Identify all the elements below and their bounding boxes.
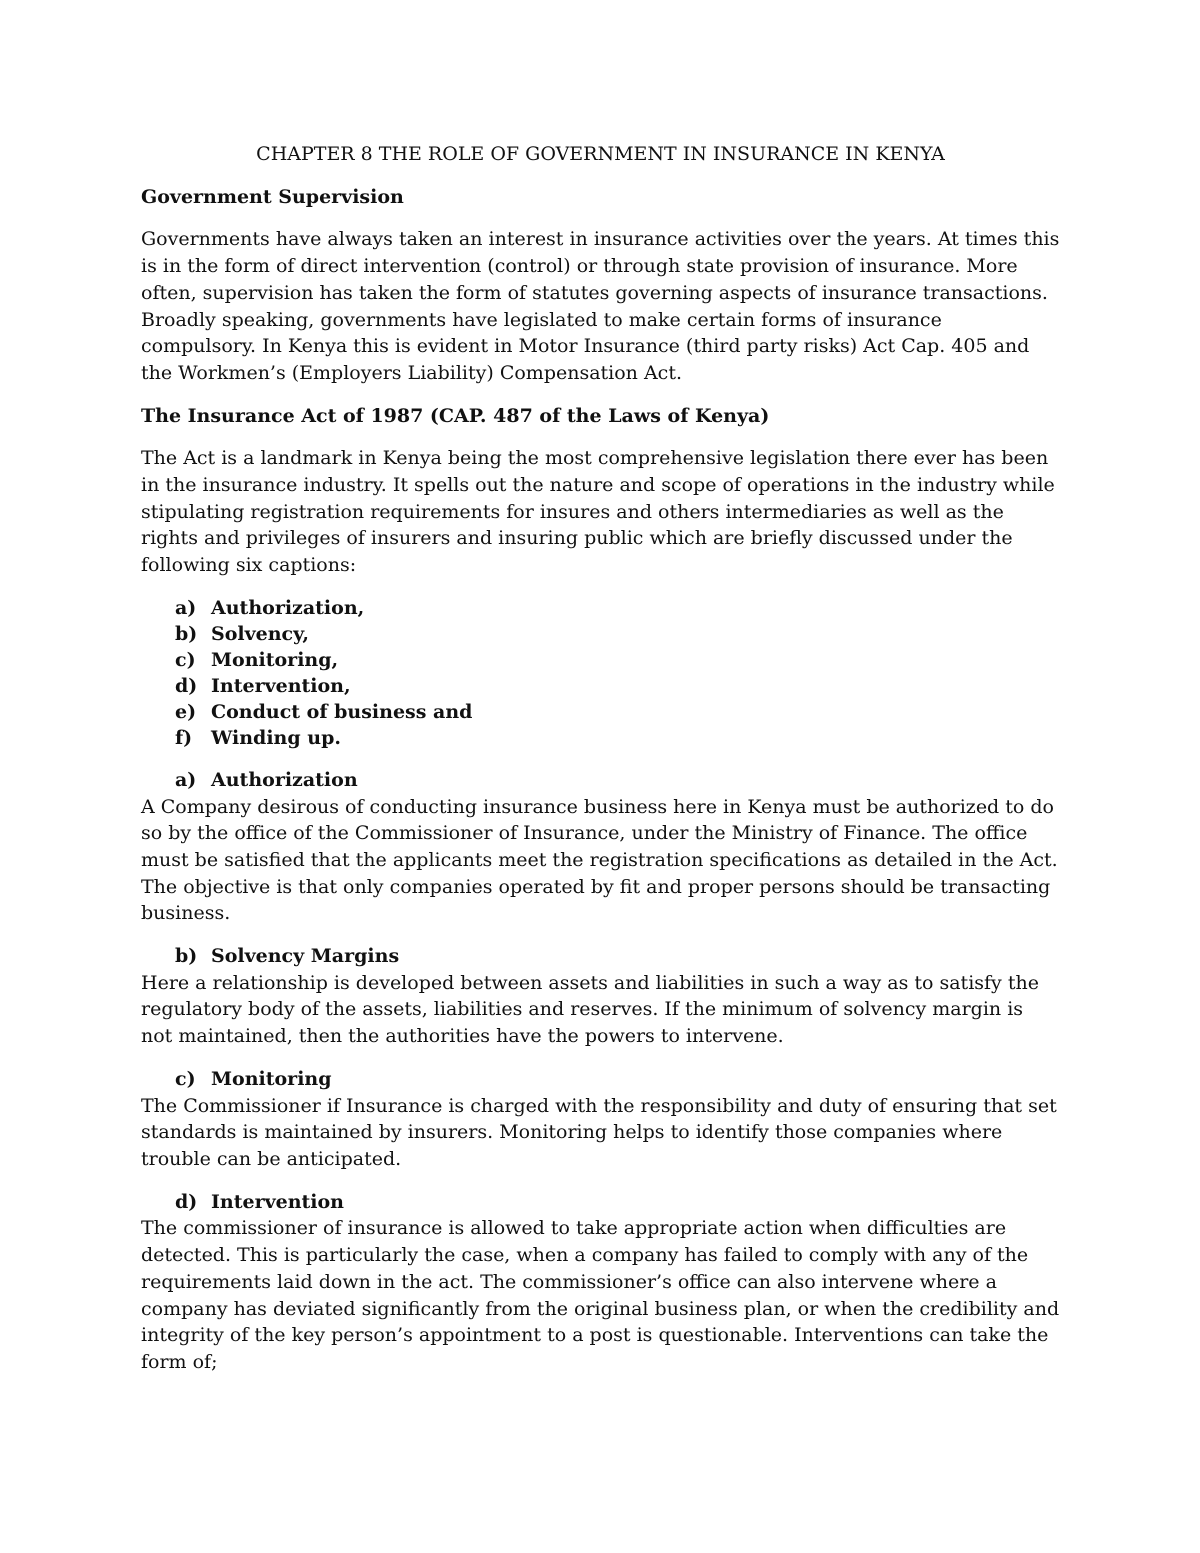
list-item-label: Winding up. bbox=[211, 726, 341, 749]
list-item-label: Monitoring, bbox=[211, 648, 339, 671]
section-heading-insurance-act: The Insurance Act of 1987 (CAP. 487 of the Laws of Kenya) bbox=[141, 404, 770, 427]
list-item bbox=[141, 725, 1060, 751]
subsection-heading-intervention bbox=[141, 1189, 1060, 1216]
subsection-marker: d) bbox=[175, 1190, 198, 1213]
captions-list bbox=[141, 595, 1060, 751]
list-item-label: Authorization, bbox=[211, 596, 365, 619]
list-item bbox=[141, 621, 1060, 647]
paragraph-intervention: The commissioner of insurance is allowed to take appropriate action when difficulties are detected. This is particularly the case, when a company has failed to comply with any of the requirements laid down in the act. The commissioner’s office can also intervene where a company has deviated significantly from the original business plan, or when the credibility and integrity of the key person’s appointment to a post is questionable. Interventions can take the form of; bbox=[141, 1217, 1060, 1373]
list-marker: b) bbox=[175, 622, 198, 645]
subsection-title: Solvency Margins bbox=[211, 945, 400, 968]
list-item bbox=[141, 699, 1060, 725]
list-item-label: Intervention, bbox=[211, 674, 351, 697]
paragraph-supervision: Governments have always taken an interest in insurance activities over the years. At times this is in the form of direct intervention (control) or through state provision of insurance. More often, supervision has taken the form of statutes governing aspects of insurance transactions. Broadly speaking, governments have legislated to make certain forms of insurance compulsory. In Kenya this is evident in Motor Insurance (third party risks) Act Cap. 405 and the Workmen’s (Employers Liability) Compensation Act. bbox=[141, 228, 1060, 384]
list-item bbox=[141, 647, 1060, 673]
list-item-label: Solvency, bbox=[211, 622, 309, 645]
list-item bbox=[141, 595, 1060, 621]
subsection-heading-solvency bbox=[141, 943, 1060, 970]
subsection-marker: b) bbox=[175, 945, 198, 968]
subsection-heading-monitoring bbox=[141, 1066, 1060, 1093]
subsection-title: Monitoring bbox=[211, 1067, 332, 1090]
subsection-marker: a) bbox=[175, 768, 197, 791]
subsection-heading-authorization bbox=[141, 767, 1060, 794]
paragraph-solvency: Here a relationship is developed between assets and liabilities in such a way as to satisfy the regulatory body of the assets, liabilities and reserves. If the minimum of solvency margin is not maintained, then the authorities have the powers to intervene. bbox=[141, 971, 1039, 1048]
list-item-label: Conduct of business and bbox=[211, 700, 473, 723]
list-marker: c) bbox=[175, 648, 196, 671]
paragraph-insurance-act: The Act is a landmark in Kenya being the most comprehensive legislation there ever has been in the insurance industry. It spells out the nature and scope of operations in the industry while stipulating registration requirements for insures and others intermediaries as well as the rights and privileges of insurers and insuring public which are briefly discussed under the following six captions: bbox=[141, 447, 1055, 577]
list-marker: d) bbox=[175, 674, 198, 697]
subsection-marker: c) bbox=[175, 1067, 196, 1090]
paragraph-authorization: A Company desirous of conducting insurance business here in Kenya must be authorized to do so by the office of the Commissioner of Insurance, under the Ministry of Finance. The office must be satisfied that the applicants meet the registration specifications as detailed in the Act. The objective is that only companies operated by fit and proper persons should be transacting business. bbox=[141, 795, 1058, 925]
chapter-title: CHAPTER 8 THE ROLE OF GOVERNMENT IN INSURANCE IN KENYA bbox=[256, 143, 945, 165]
paragraph-monitoring: The Commissioner if Insurance is charged with the responsibility and duty of ensuring that set standards is maintained by insurers. Monitoring helps to identify those companies where trouble can be anticipated. bbox=[141, 1094, 1057, 1170]
list-marker: f) bbox=[175, 726, 193, 749]
list-item bbox=[141, 673, 1060, 699]
subsection-title: Authorization bbox=[211, 768, 358, 791]
list-marker: a) bbox=[175, 596, 197, 619]
list-marker: e) bbox=[175, 700, 197, 723]
subsection-title: Intervention bbox=[211, 1190, 344, 1213]
section-heading-supervision: Government Supervision bbox=[141, 185, 404, 208]
